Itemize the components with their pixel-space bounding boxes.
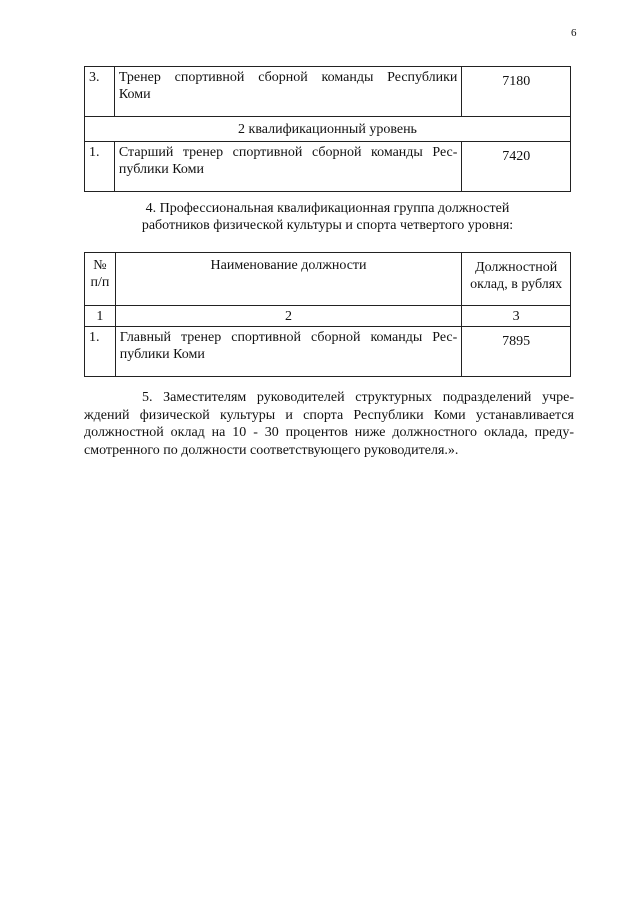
table-header-row (85, 253, 571, 306)
row-number: 1. (85, 327, 116, 377)
column-index: 2 (115, 306, 462, 327)
salary-value: 7180 (462, 67, 571, 117)
section-4-title: 4. Профессиональная квалификационная группа должностей работников физической культуры и спорта четвертого уровня: (141, 201, 514, 233)
column-index: 1 (85, 306, 116, 327)
position-name: Тренер спортивной сборной команды Республики Коми (114, 67, 462, 117)
position-name: Старший тренер спортивной сборной команды Рес- публики Коми (114, 142, 462, 192)
row-number: 1. (85, 142, 115, 192)
positions-table-level4 (84, 252, 571, 377)
table-row (85, 142, 571, 192)
header-number: № п/п (85, 253, 116, 306)
page-number: 6 (571, 27, 577, 39)
paragraph-5: 5. Заместителям руководителей структурных подразделений учре- ждений физической культуры и спорта Республики Коми устанавливается должностной оклад на 10 - 30 процентов ниже должностного оклада, преду- смотренного по должности соответствующего руководителя.». (84, 390, 574, 458)
column-index: 3 (462, 306, 571, 327)
position-name: Главный тренер спортивной сборной команды Рес- публики Коми (115, 327, 462, 377)
salary-value: 7420 (462, 142, 571, 192)
header-position-name: Наименование должности (115, 253, 462, 306)
positions-table-level3 (84, 66, 571, 192)
row-number: 3. (85, 67, 115, 117)
table-row (85, 67, 571, 117)
level-row (85, 117, 571, 142)
column-index-row (85, 306, 571, 327)
salary-value: 7895 (462, 327, 571, 377)
table-row (85, 327, 571, 377)
header-salary: Должностной оклад, в рублях (462, 253, 571, 306)
qualification-level-label: 2 квалификационный уровень (85, 117, 571, 142)
